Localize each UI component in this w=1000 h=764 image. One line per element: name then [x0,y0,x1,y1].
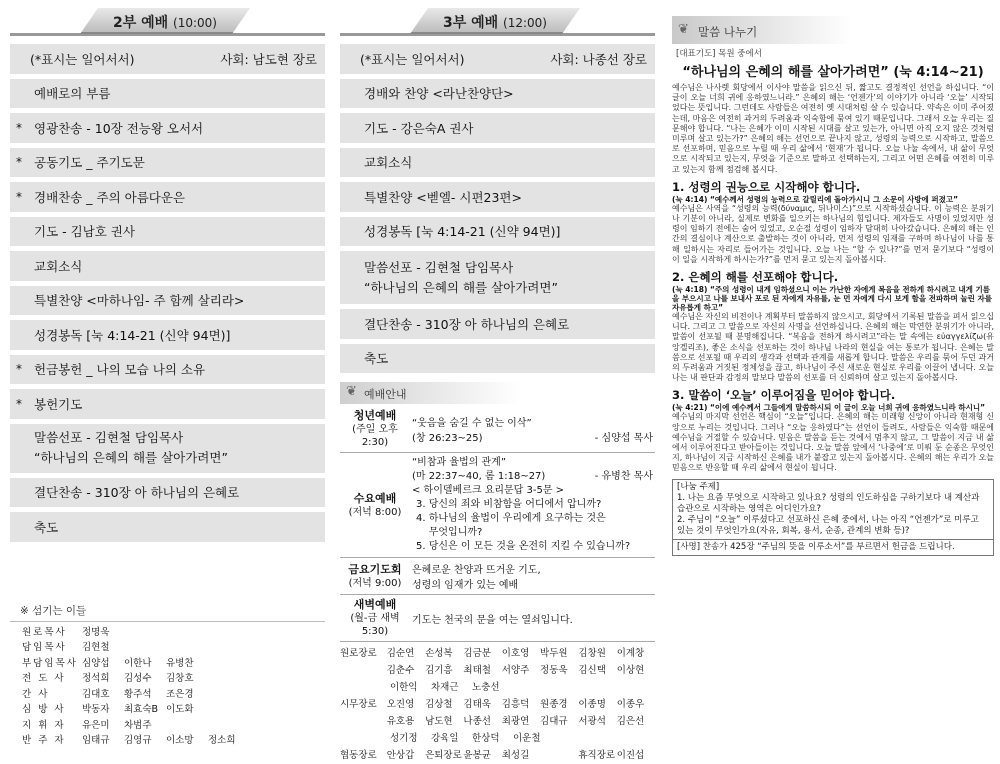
order-row [340,217,655,247]
wed-question: 4. 하나님의 율법이 우리에게 요구하는 것은 [416,513,606,524]
wed-question: 3. 당신의 죄와 비참함을 어디에서 압니까? [416,499,602,510]
order-row [10,113,325,143]
elder-name: 안상갑 [386,750,415,761]
elder-name: 김상철 [425,699,453,710]
representative-prayer: [대표기도] 목원 중에서 [676,49,762,59]
order-item-text: 영광찬송 - 10장 전능왕 오서서 [34,120,204,136]
service2-column [10,0,325,746]
order-row-blessing [10,512,325,542]
staff-row [22,687,325,703]
service2-header [10,0,325,38]
order-row-decision [340,309,655,339]
wed-time: (저녁 8:00) [348,506,402,518]
worship-schedule-table [340,406,655,642]
elder-name: 김창원 [578,648,606,659]
staff-name: 최효숙B [124,704,159,715]
youth-ref: (창 26:23~25) [412,433,483,444]
staff-name: 차범주 [124,719,152,731]
discussion-q2: 2. 주님이 “오늘” 이루셨다고 선포하신 은혜 중에서, 나는 아직 “언젠가”로 미루고 있는 것이 무엇인가요(자유, 회복, 용서, 순종, 관계의 변화 등)? [677,514,979,536]
staff-name: 심양섭 [82,657,110,669]
elder-name: 노충선 [472,682,500,693]
elder-name: 강육일 [431,733,459,744]
elder-name: 한상덕 [472,733,500,744]
elder-name: 손성복 [425,648,453,659]
elder-name: 이종우 [616,699,645,710]
order-item-text: 특별찬양 <벧엘- 시편23편> [364,189,522,205]
elder-name: 남도현 [425,716,453,727]
order-item-text: 성경봉독 [눅 4:14-21 (신약 94면)] [364,224,561,240]
staff-name: 조은경 [166,688,194,700]
wed-question: 무엇입니까? [416,527,483,538]
elder-row [340,645,655,662]
staff-role: 반 주 자 [22,735,66,746]
elder-name: 최태철 [463,665,491,676]
staff-row [22,640,325,656]
staff-role: 전 도 사 [22,673,66,684]
elder-name: 서양주 [501,665,530,676]
staff-row [22,733,325,749]
staff-row [22,656,325,672]
elder-role [340,730,390,747]
fri-time: (저녁 9:00) [348,577,402,589]
sermon-column [672,0,994,708]
elder-name [540,747,578,764]
fri-text1: 은혜로운 찬양과 뜨거운 기도, [412,565,541,576]
leaf-icon: ❦ [678,22,689,37]
sermon-preacher: 말씀선포 - 김현철 담임목사 [364,259,514,275]
staff-name: 김영규 [124,735,152,746]
elder-name: 은퇴장로 [425,750,462,761]
point3-heading: 3. 말씀이 ‘오늘’ 이루어짐을 믿어야 합니다. [672,388,896,403]
order-item-text: 기도 - 강은숙A 권사 [364,120,474,136]
stand-mark: * [16,362,22,377]
dawn-time: (월-금 새벽 5:30) [350,613,400,637]
order-row [10,217,325,247]
wed-preacher: - 유병찬 목사 [594,471,653,482]
notice-title: 예배안내 [364,388,407,401]
stand-mark: * [16,155,22,170]
elder-name: 이호영 [501,648,530,659]
order-row [10,286,325,316]
point2-heading: 2. 은혜의 해를 선포해야 합니다. [672,270,839,285]
order-row-host [340,44,655,74]
elder-name: 김신택 [578,665,606,676]
sending-text: [사명] 찬송가 425장 “주님의 뜻을 이루소서”를 부르면서 헌금을 드립니다. [677,541,955,552]
staff-name: 정명욱 [82,626,110,638]
order-row-blessing [340,344,655,374]
order-row-sermon [340,251,655,304]
elder-name: 김순연 [386,648,415,659]
elder-name: 박두원 [540,648,568,659]
discussion-box [672,479,994,556]
youth-label: 청년예배 [353,409,397,422]
friday-service-row [340,558,655,595]
elder-row [340,679,655,696]
stand-mark: * [16,396,22,411]
elder-name: 정동욱 [540,665,568,676]
blessing: 축도 [364,351,389,367]
staff-name: 황주석 [124,688,152,700]
order-item-text: 경배찬송 _ 주의 아름다운은 [34,189,185,205]
point3-verse: (눅 4:21) “이에 예수께서 그들에게 말씀하시되 이 글이 오늘 너희 귀에 응하였느니라 하시니” [672,403,986,413]
host-name: 사회: 남도현 장로 [220,51,317,67]
sermon-header [672,16,994,44]
decision-hymn: 결단찬송 - 310장 아 하나님의 은혜로 [34,485,240,501]
order-item-text: 공동기도 _ 주기도문 [34,155,145,171]
order-item-text: 특별찬양 <마하나임- 주 함께 살리라> [34,293,245,309]
order-row [340,182,655,212]
point2-body: 예수님은 자신의 비전이나 계획부터 말씀하지 않으시고, 회당에서 기록된 말씀을 펴서 읽으십니다. 그리고 그 말씀으로 자신의 사명을 선언하십니다. 은혜의 해는 막연한 분위기가 아니라, 말씀이 선포될 때 분명해집니다. “복음을 전하게 하시려고”라는 말 속에는 εὐαγγελίζω(유앙겔리조), 좋은 소식을 선포하는 것이 하나님 나라의 현실을 여는 통로가 됩니다. 은혜는 말씀으로 선포될 때 우리의 생각과 선택과 관계를 새롭게 합니다. 말씀은 우리를 묶어 두던 과거의 두려움과 거짓된 정체성을 끊고, 하나님이 주신 새로운 현실로 우리를 이끌어 냅니다. 오늘 나는 내 판단과 감정의 말보다 말씀의 선포를 더 신뢰하며 살고 있는지 돌아봅시다. [672,312,994,383]
elder-name: 이상현 [616,665,645,676]
staff-name: 이도화 [166,704,194,715]
order-row-decision [10,478,325,508]
order-row [10,182,325,212]
staff-name: 정소희 [208,735,236,746]
sermon-header-title: 말씀 나누기 [698,25,758,39]
youth-service-row [340,406,655,453]
dawn-text: 기도는 천국의 문을 여는 열쇠입니다. [412,614,573,626]
order-row [340,79,655,109]
staff-role: 지 휘 자 [22,719,66,731]
elder-name: 김기흥 [425,665,453,676]
sermon-title: “하나님의 은혜의 해를 살아가려면” (눅 4:14~21) [682,65,984,80]
elder-name: 이운철 [513,733,541,744]
staff-list [10,625,325,749]
staff-name: 김창호 [166,673,194,684]
staff-role: 담임목사 [22,642,67,653]
elder-name: 나종선 [463,716,491,727]
order-row-sermon [10,424,325,473]
elder-row [340,713,655,730]
sermon-title: “하나님의 은혜의 해를 살아가려면” [34,450,228,465]
wed-title: “비참과 율법의 관계” [412,457,506,468]
elder-name: 이진섭 [616,750,645,761]
service2-time: (10:00) [173,16,217,30]
fri-text2: 성령의 임재가 있는 예배 [412,580,519,591]
staff-name: 김대호 [82,688,110,700]
wed-label: 수요예배 [353,491,397,505]
elder-role [340,679,390,696]
order-row [10,251,325,281]
service3-title: 3부 예배 [442,15,499,31]
staff-name: 유병찬 [166,657,194,669]
staff-name: 유은미 [82,719,110,731]
discussion-q1: 1. 나는 요즘 무엇으로 시작하고 있나요? 성령의 인도하심을 구하기보다 내 계산과 습관으로 시작하는 영역은 어디인가요? [677,492,980,514]
order-item-text: 경배와 찬양 <라난찬양단> [364,86,514,102]
stand-note: (*표시는 일어서서) [30,51,135,67]
service3-header [340,0,655,38]
stand-note: (*표시는 일어서서) [360,51,465,67]
elder-name: 김태욱 [463,699,491,710]
elder-name: 유호용 [386,716,415,727]
point1-verse: (눅 4:14) “예수께서 성령의 능력으로 갈릴리에 돌아가시니 그 소문이 사방에 퍼졌고” [672,194,959,204]
order-row [340,113,655,143]
staff-name: 김현철 [82,642,110,653]
host-name: 사회: 나종선 장로 [550,51,647,67]
service2-title: 2부 예배 [112,15,169,31]
service3-time: (12:00) [503,16,547,30]
staff-name: 임태규 [82,735,110,746]
order-item-text: 교회소식 [34,258,83,274]
order-row [10,389,325,419]
decision-hymn: 결단찬송 - 310장 아 하나님의 은혜로 [364,316,570,332]
elder-name: 이한익 [390,682,418,693]
elder-name: 김은선 [616,716,645,727]
divider [673,539,993,540]
staff-title: ※ 섬기는 이들 [20,604,87,617]
order-item-text: 성경봉독 [눅 4:14-21 (신약 94면)] [34,327,231,343]
point3-body: 예수님의 마지막 선언은 핵심이 “오늘”입니다. 은혜의 해는 미래형 신앙이 아니라 현재형 신앙으로 누리는 것입니다. 그러나 “오늘 응하였다”는 선언이 들려도, 사람들은 익숙함 때문에 예수님을 거절할 수 있습니다. 믿음은 말씀을 듣는 것에서 멈추지 않고, 그 말씀이 지금 내 삶에서 이루어진다고 받아들이는 것입니다. 오늘 말씀 앞에서 ‘나중에’로 미뤄 둔 순종은 무엇인지, 하나님이 지금 시작하신 은혜를 내가 붙잡고 있는지 돌아봅시다. 은혜의 해는 우리가 오늘 믿음으로 반응할 때 우리 삶에서 현실이 됩니다. [672,412,994,473]
elder-name: 최광연 [501,716,530,727]
elder-row [340,696,655,713]
staff-row [22,671,325,687]
youth-time: (주일 오후 2:30) [352,424,398,448]
elder-name: 최성길 [501,750,530,761]
discussion-label: [나눔 주제] [677,481,720,492]
order-item-text: 봉헌기도 [34,396,83,412]
service3-column [340,0,655,761]
leaf-icon: ❦ [346,384,357,399]
wed-book: < 하이델베르크 요리문답 3-5문 > [412,485,565,496]
staff-role: 간 사 [22,688,50,700]
youth-preacher: - 심양섭 목사 [594,433,653,444]
elder-role [340,662,387,679]
staff-name: 박동자 [82,704,110,715]
point1-body: 예수님은 사역을 “성령의 능력(δύναμις, 뒤나미스)”으로 시작하셨습니다. 이 능력은 분위기나 기분이 아니라, 실제로 변화를 일으키는 하나님의 힘입니다. 제자들도 사명이 있었지만 성령이 임하기 전에는 숨어 있었고, 오순절 성령이 임하자 담대히 나아갔습니다. 은혜의 해는 인간의 결심이나 계산으로 출발하는 것이 아니라, 먼저 성령의 임재를 구하며 하나님이 나를 통해 일하시는 자리로 들어가는 것입니다. 오늘 나는 “할 수 있나?”를 먼저 묻기보다 “성령이 이 일을 시작하게 하시는가?”를 먼저 묻고 있는지 돌아봅시다. [672,203,994,264]
divider [10,621,325,622]
sermon-preacher: 말씀선포 - 김현철 담임목사 [34,430,184,445]
staff-role: 심 방 사 [22,704,66,715]
elder-name: 차재근 [431,682,459,693]
sermon-intro: 예수님은 나사렛 회당에서 이사야 말씀을 읽으신 뒤, 짧고도 결정적인 선언을 하십니다. “이 글이 오늘 너희 귀에 응하였느니라.” 은혜의 해는 ‘언젠가’의 이야기가 아니라 ‘오늘’ 시작되었다는 뜻입니다. 그런데도 사람들은 여전히 옛 시대처럼 살 수 있습니다. 약속은 이미 주어졌는데, 마음은 여전히 과거의 두려움과 익숙함에 묶여 있기 때문입니다. 그래서 오늘 우리는 질문해야 합니다. “나는 은혜가 이미 시작된 시대를 살고 있는가, 아니면 아직 오지 않은 것처럼 미루며 살고 있는가?” 은혜의 해는 선언으로 끝나지 않고, 성령의 능력으로 시작하고, 말씀으로 선포하며, 믿음으로 누릴 때 우리 삶에서 ‘현재’가 됩니다. 오늘 나눌 속에서, 내 삶이 무엇으로 시작되고 있는지, 무엇을 기준으로 말하고 선택하는지, 그리고 어떤 은혜를 여전히 미루고 있는지 함께 점검해 봅시다. [672,83,994,174]
staff-role: 원로목사 [22,626,67,638]
order-row [10,79,325,109]
elder-name: 김흥덕 [501,699,530,710]
stand-mark: * [16,189,22,204]
elder-name: 김금분 [463,648,491,659]
elder-name: 김대규 [540,716,568,727]
elder-row [340,662,655,679]
order-row [10,148,325,178]
elder-row [340,730,655,747]
elder-name: 원종경 [540,699,568,710]
elder-name: 오진영 [386,699,415,710]
order-item-text: 기도 - 김남호 권사 [34,224,135,240]
order-row-host [10,44,325,74]
dawn-service-row [340,595,655,642]
sermon-title: “하나님의 은혜의 해를 살아가려면” [364,279,558,295]
elder-role [340,713,387,730]
blessing: 축도 [34,519,59,535]
elder-name: 성기정 [390,733,418,744]
staff-name: 정석희 [82,673,110,684]
stand-mark: * [16,120,22,135]
elder-name: 이계창 [616,648,645,659]
order-item-text: 교회소식 [364,155,413,171]
notice-header [340,378,655,406]
fri-label: 금요기도회 [348,562,402,576]
point2-verse: (눅 4:18) “주의 성령이 내게 임하셨으니 이는 가난한 자에게 복음을 전하게 하시려고 내게 기름을 부으시고 나를 보내사 포로 된 자에게 자유를, 눈 먼 자에게 다시 보게 함을 전파하며 눌린 자를 자유롭게 하고” [672,285,992,313]
point1-heading: 1. 성령의 권능으로 시작해야 합니다. [672,179,861,194]
staff-row [22,718,325,734]
wed-questions [412,498,653,554]
wednesday-service-row [340,453,655,558]
staff-name: 김성수 [124,673,152,684]
wed-question: 5. 당신은 이 모든 것을 온전히 지킬 수 있습니까? [416,541,631,552]
staff-name: 이한나 [124,657,152,669]
elder-role: 원로장로 [340,648,377,659]
order-item-text: 헌금봉헌 _ 나의 모습 나의 소유 [34,362,206,378]
order-row [10,320,325,350]
elder-name: 김춘수 [386,665,415,676]
order-item-text: 예배로의 부름 [34,86,111,102]
staff-role: 부담임목사 [22,657,78,669]
staff-row [22,702,325,718]
order-row [10,355,325,385]
elder-role: 협동장로 [340,750,377,761]
elder-role: 시무장로 [340,699,377,710]
youth-title: “웃음을 숨길 수 없는 이삭” [412,418,532,429]
order-row [340,148,655,178]
elder-name: 서광석 [578,716,606,727]
wed-ref: (마 22:37~40, 롬 1:18~27) [412,471,546,482]
staff-row [22,625,325,641]
elder-name: 윤봉균 [463,750,491,761]
elder-name: 휴직장로 [578,750,616,761]
staff-name: 이소망 [166,735,194,746]
dawn-label: 새벽예배 [353,598,397,611]
elder-name: 이종명 [578,699,606,710]
elders-list [340,645,655,764]
elder-row [340,747,655,764]
